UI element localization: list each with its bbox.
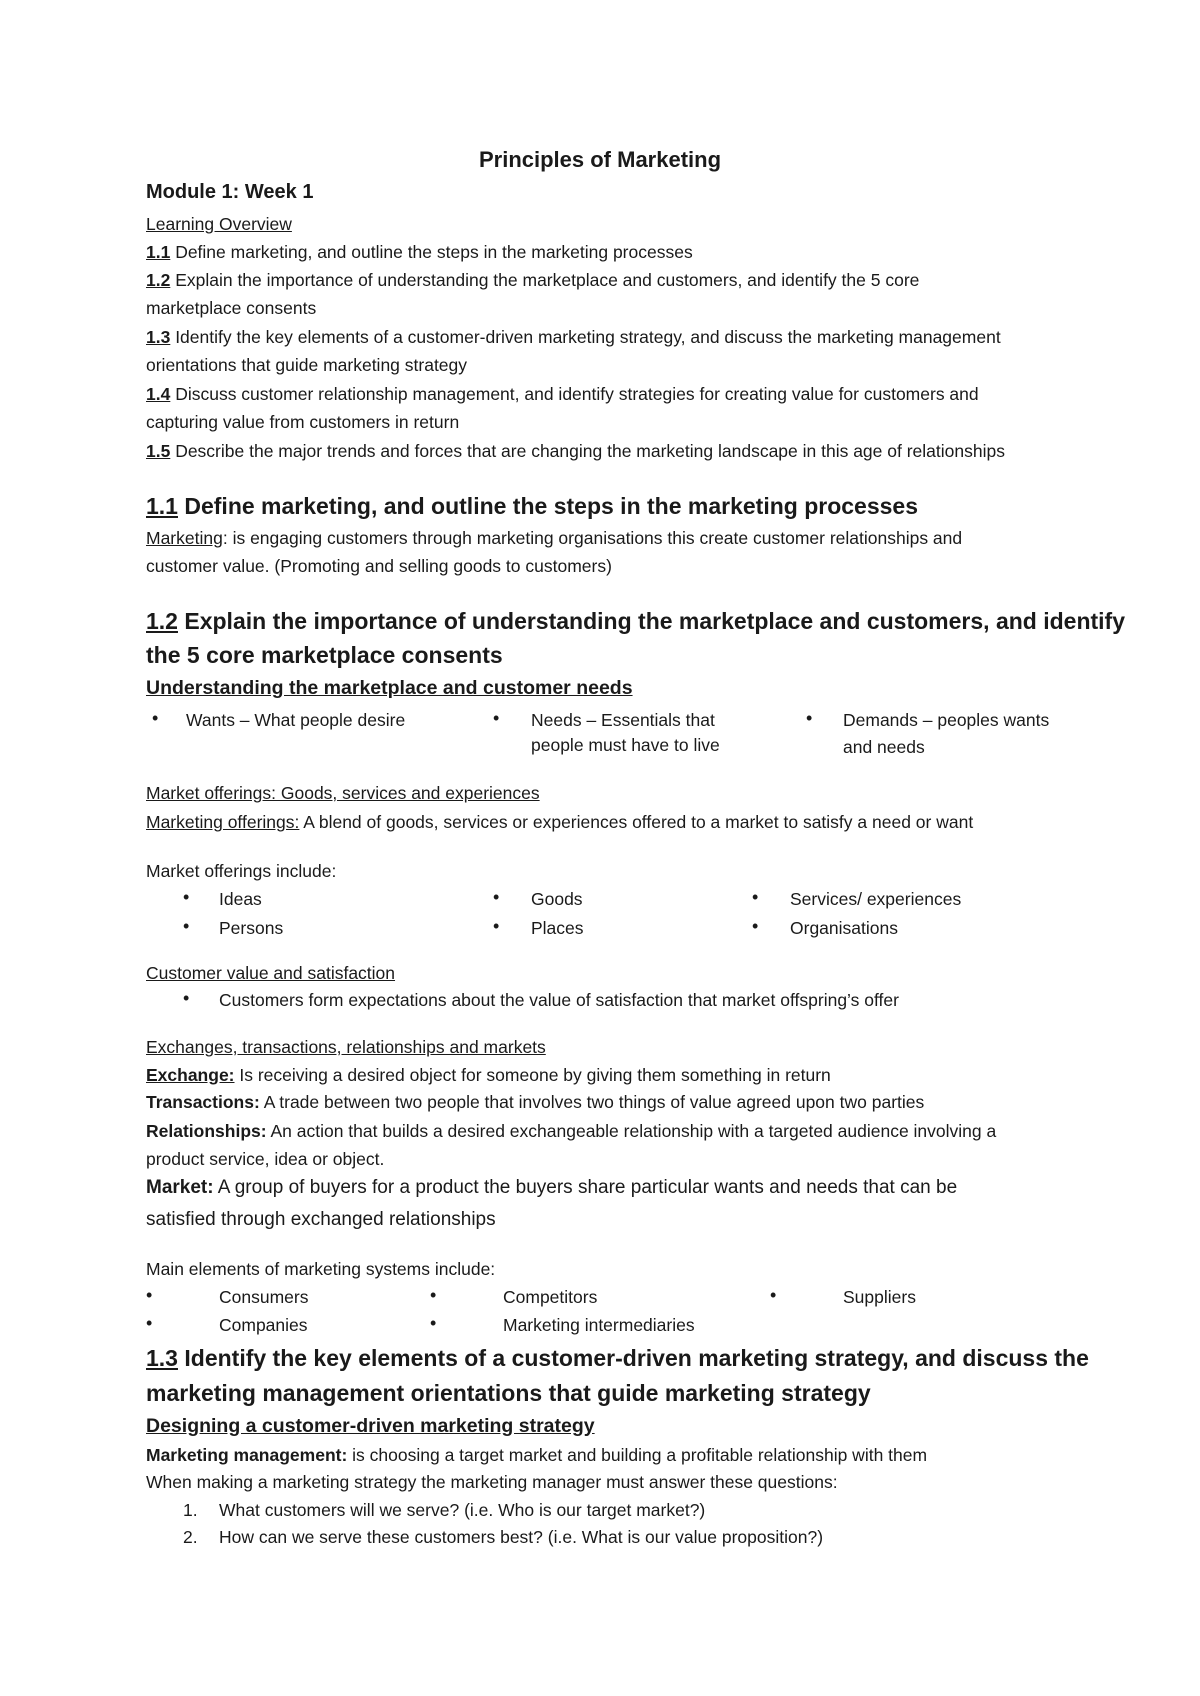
marketing-definition-cont: customer value. (Promoting and selling goods to customers) [146,556,612,576]
bullet: • [752,887,759,907]
overview-item-5: 1.5 Describe the major trends and forces that are changing the marketing landscape in this age of relationships [146,441,1005,461]
offering-organisations: Organisations [790,918,898,938]
question-1: What customers will we serve? (i.e. Who is our target market?) [219,1500,706,1520]
offering-ideas: Ideas [219,889,262,909]
overview-item-2-cont: marketplace consents [146,298,317,318]
bullet: • [752,916,759,936]
market-definition: Market: A group of buyers for a product the buyers share particular wants and needs that can be [146,1177,958,1198]
offering-persons: Persons [219,918,284,938]
bullet: • [770,1285,777,1305]
exchange-definition: Exchange: Is receiving a desired object for someone by giving them something in return [146,1065,831,1085]
transactions-definition: Transactions: A trade between two people that involves two things of value agreed upon two parties [146,1092,925,1112]
offering-places: Places [531,918,584,938]
bullet: • [183,916,190,936]
customer-value-heading: Customer value and satisfaction [146,963,396,983]
bullet: • [183,887,190,907]
system-competitors: Competitors [503,1287,598,1307]
question-2: How can we serve these customers best? (i.e. What is our value proposition?) [219,1527,824,1547]
overview-item-2: 1.2 Explain the importance of understanding the marketplace and customers, and identify the 5 core [146,270,920,290]
section-1-2-heading-cont: the 5 core marketplace consents [146,642,503,668]
market-definition-cont: satisfied through exchanged relationships [146,1209,496,1230]
systems-label: Main elements of marketing systems include: [146,1259,496,1279]
bullet: • [493,708,500,728]
relationships-definition-cont: product service, idea or object. [146,1149,385,1169]
needs-demands: Demands – peoples wants [843,710,1050,730]
document-title: Principles of Marketing [478,147,722,172]
bullet: • [183,988,190,1008]
needs-needs-cont: people must have to live [531,735,720,755]
relationships-definition: Relationships: An action that builds a desired exchangeable relationship with a targeted audience involving a [146,1121,997,1141]
bullet: • [806,708,813,728]
section-1-2-heading: 1.2 Explain the importance of understanding the marketplace and customers, and identify [146,608,1126,634]
bullet: • [493,887,500,907]
system-companies: Companies [219,1315,308,1335]
customer-value-item: Customers form expectations about the value of satisfaction that market offspring’s offer [219,990,899,1010]
section-1-3-heading-cont: marketing management orientations that guide marketing strategy [146,1380,871,1406]
system-consumers: Consumers [219,1287,309,1307]
bullet: • [146,1313,153,1333]
marketing-management-definition: Marketing management: is choosing a target market and building a profitable relationship with them [146,1445,928,1465]
question-number: 1. [183,1500,198,1520]
question-number: 2. [183,1527,198,1547]
offerings-definition: Marketing offerings: A blend of goods, services or experiences offered to a market to satisfy a need or want [146,812,974,832]
offering-goods: Goods [531,889,583,909]
overview-item-4-cont: capturing value from customers in return [146,412,460,432]
overview-item-3: 1.3 Identify the key elements of a customer-driven marketing strategy, and discuss the marketing management [146,327,1001,347]
bullet: • [430,1313,437,1333]
overview-item-3-cont: orientations that guide marketing strategy [146,355,468,375]
bullet: • [493,916,500,936]
offerings-heading: Market offerings: Goods, services and experiences [146,783,540,803]
module-heading: Module 1: Week 1 [146,181,314,203]
offering-services: Services/ experiences [790,889,962,909]
strategy-intro: When making a marketing strategy the marketing manager must answer these questions: [146,1472,838,1492]
needs-needs: Needs – Essentials that [531,710,715,730]
system-intermediaries: Marketing intermediaries [503,1315,695,1335]
exchanges-heading: Exchanges, transactions, relationships and markets [146,1037,546,1057]
overview-heading: Learning Overview [146,214,292,234]
marketplace-subheading: Understanding the marketplace and customer needs [146,677,633,699]
system-suppliers: Suppliers [843,1287,916,1307]
needs-wants: Wants – What people desire [186,710,406,730]
needs-demands-cont: and needs [843,737,925,757]
overview-item-1: 1.1 Define marketing, and outline the steps in the marketing processes [146,242,693,262]
bullet: • [152,708,159,728]
strategy-subheading: Designing a customer-driven marketing strategy [146,1415,595,1437]
marketing-definition: Marketing: is engaging customers through marketing organisations this create customer relationships and [146,528,963,548]
bullet: • [430,1285,437,1305]
offerings-include-label: Market offerings include: [146,861,337,881]
overview-item-4: 1.4 Discuss customer relationship management, and identify strategies for creating value for customers and [146,384,979,404]
bullet: • [146,1285,153,1305]
section-1-3-heading: 1.3 Identify the key elements of a customer-driven marketing strategy, and discuss the [146,1345,1089,1371]
section-1-1-heading: 1.1 Define marketing, and outline the steps in the marketing processes [146,493,919,519]
